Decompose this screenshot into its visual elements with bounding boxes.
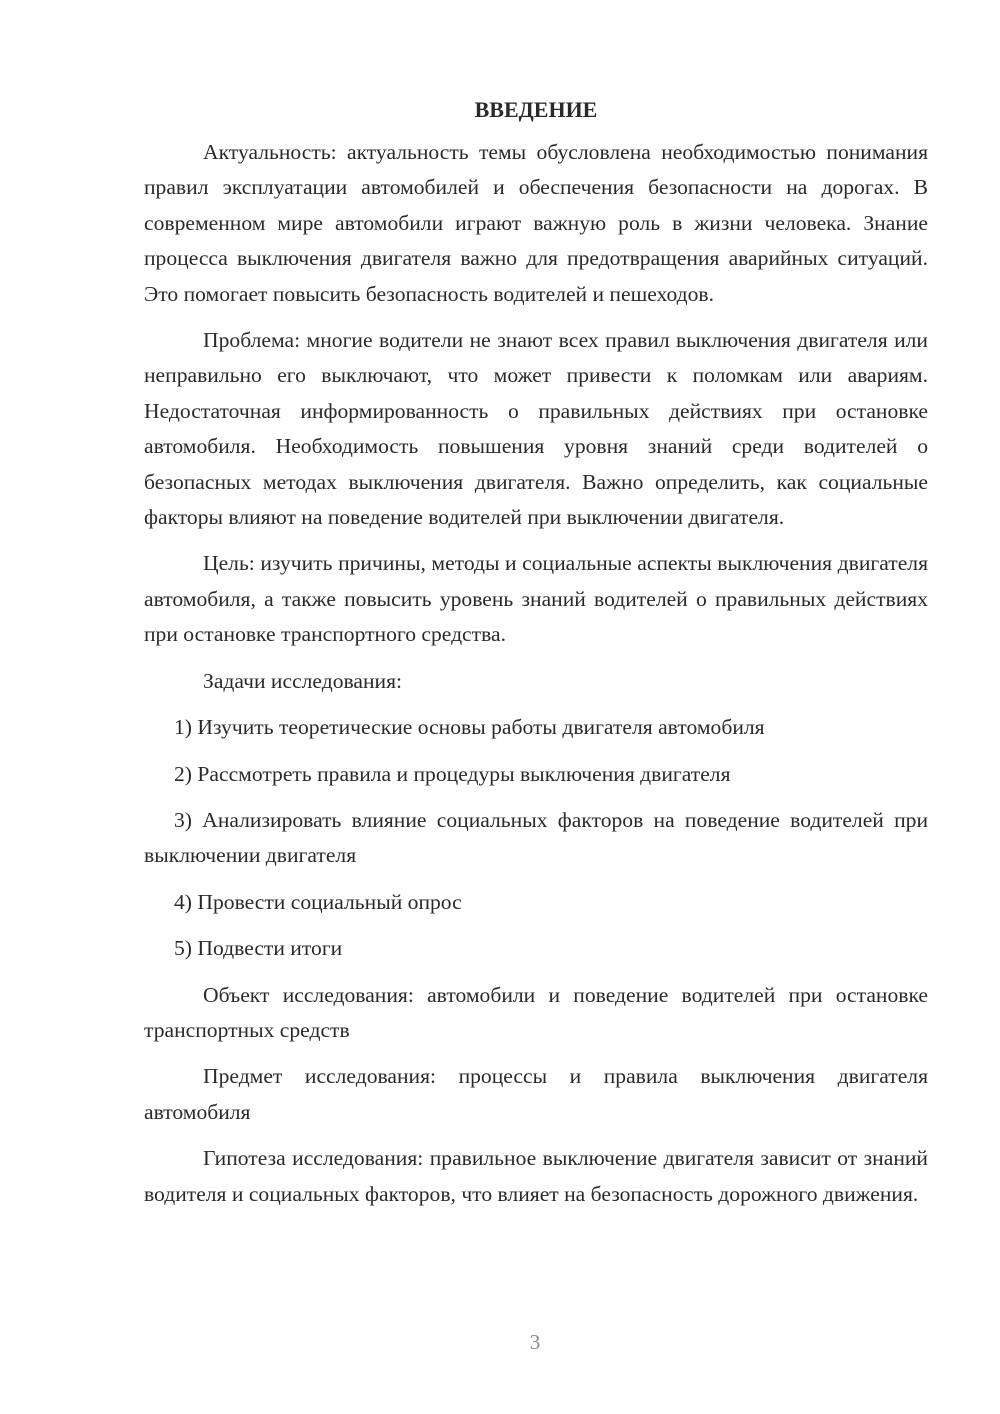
paragraph-subject: Предмет исследования: процессы и правила выключения двигателя автомобиля [144, 1064, 928, 1124]
document-title: ВВЕДЕНИЕ [474, 97, 598, 122]
tasks-heading: Задачи исследования: [203, 668, 403, 693]
task-item-5: 5) Подвести итоги [174, 936, 343, 961]
page-number: 3 [529, 1330, 541, 1354]
task-item-2: 2) Рассмотреть правила и процедуры выключения двигателя [174, 761, 731, 786]
paragraph-hypothesis: Гипотеза исследования: правильное выключение двигателя зависит от знаний водителя и социальных факторов, что влияет на безопасность дорожного движения. [144, 1146, 928, 1206]
paragraph-object: Объект исследования: автомобили и поведение водителей при остановке транспортных средств [144, 982, 928, 1042]
task-item-1: 1) Изучить теоретические основы работы двигателя автомобиля [174, 715, 765, 740]
task-item-4: 4) Провести социальный опрос [174, 889, 462, 914]
paragraph-goal: Цель: изучить причины, методы и социальные аспекты выключения двигателя автомобиля, а также повысить уровень знаний водителей о правильных действиях при остановке транспортного средства. [144, 551, 928, 647]
document-body [144, 92, 928, 1223]
paragraph-relevance: Актуальность: актуальность темы обусловлена необходимостью понимания правил эксплуатации автомобилей и обеспечения безопасности на дорогах. В современном мире автомобили играют важную роль в жизни человека. Знание процесса выключения двигателя важно для предотвращения аварийных ситуаций. Это помогает повысить безопасность водителей и пешеходов. [144, 140, 928, 306]
paragraph-problem: Проблема: многие водители не знают всех правил выключения двигателя или неправильно его выключают, что может привести к поломкам или авариям. Недостаточная информированность о правильных действиях при остановке автомобиля. Необходимость повышения уровня знаний среди водителей о безопасных методах выключения двигателя. Важно определить, как социальные факторы влияют на поведение водителей при выключении двигателя. [144, 328, 928, 530]
task-item-3: 3) Анализировать влияние социальных факторов на поведение водителей при выключении двигателя [144, 807, 928, 868]
